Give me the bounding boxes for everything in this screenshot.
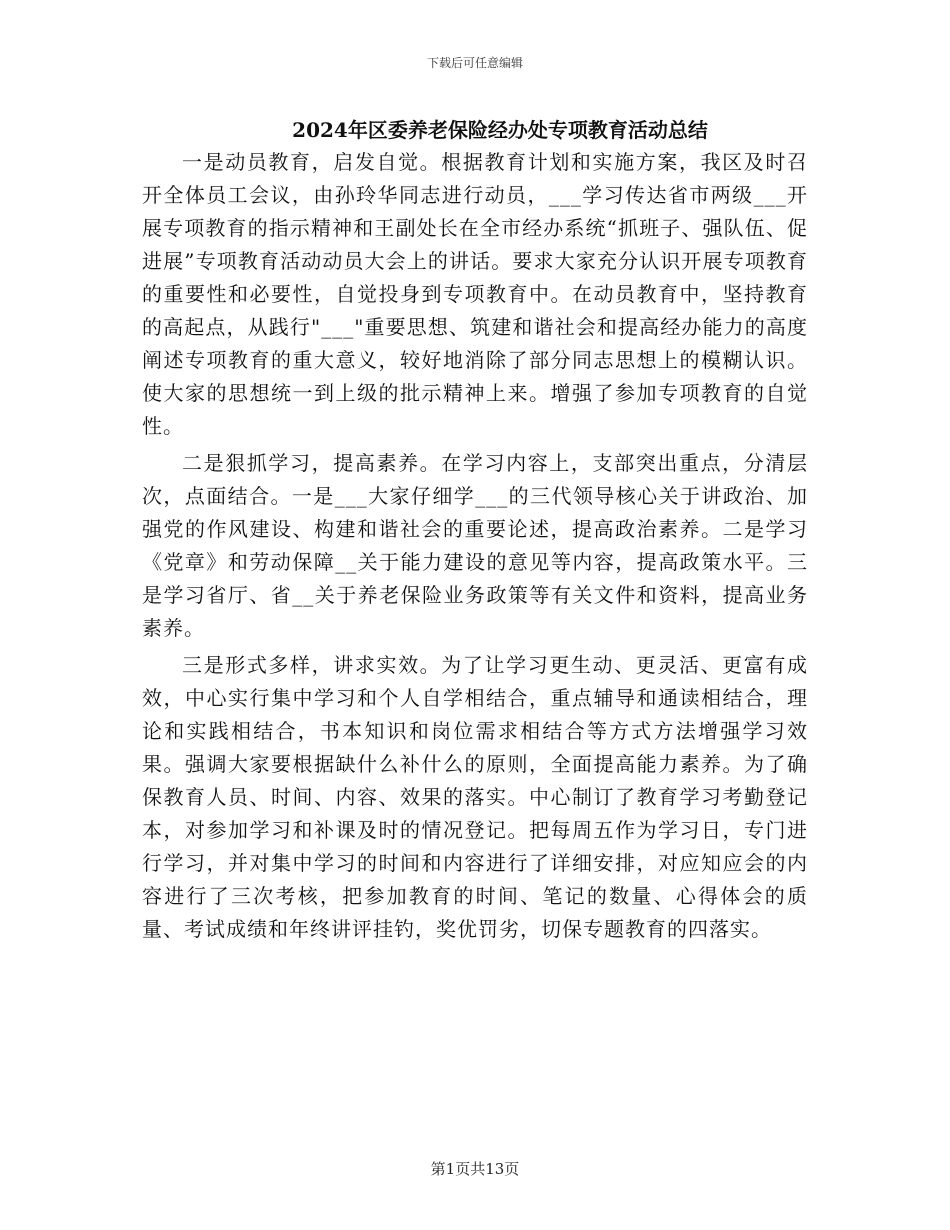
document-body: [142, 146, 808, 950]
header-note: 下载后可任意编辑: [426, 56, 523, 70]
paragraph-methods: 三是形式多样，讲求实效。为了让学习更生动、更灵活、更富有成效，中心实行集中学习和个人自学相结合，重点辅导和通读相结合，理论和实践相结合，书本知识和岗位需求相结合等方式方法增强学习效果。强调大家要根据缺什么补什么的原则，全面提高能力素养。为了确保教育人员、时间、内容、效果的落实。中心制订了教育学习考勤登记本，对参加学习和补课及时的情况登记。把每周五作为学习日，专门进行学习，并对集中学习的时间和内容进行了详细安排，对应知应会的内容进行了三次考核，把参加教育的时间、笔记的数量、心得体会的质量、考试成绩和年终讲评挂钓，奖优罚劣，切保专题教育的四落实。: [142, 653, 808, 941]
paragraph-mobilization: 一是动员教育，启发自觉。根据教育计划和实施方案，我区及时召开全体员工会议，由孙玲华同志进行动员，___学习传达省市两级___开展专项教育的指示精神和王副处长在全市经办系统“抓班子、强队伍、促进展”专项教育活动动员大会上的讲话。要求大家充分认识开展专项教育的重要性和必要性，自觉投身到专项教育中。在动员教育中，坚持教育的高起点，从践行"___"重要思想、筑建和谐社会和提高经办能力的高度阐述专项教育的重大意义，较好地消除了部分同志思想上的模糊认识。使大家的思想统一到上级的批示精神上来。增强了参加专项教育的自觉性。: [142, 150, 808, 438]
paragraph-study: 二是狠抓学习，提高素养。在学习内容上，支部突出重点，分清层次，点面结合。一是___大家仔细学___的三代领导核心关于讲政治、加强党的作风建设、构建和谐社会的重要论述，提高政治素养。二是学习《党章》和劳动保障__关于能力建设的意见等内容，提高政策水平。三是学习省厅、省__关于养老保险业务政策等有关文件和资料，提高业务素养。: [142, 451, 808, 640]
page-number-footer: 第1页共13页: [430, 1160, 520, 1178]
document-title: 2024年区委养老保险经办处专项教育活动总结: [292, 118, 708, 142]
